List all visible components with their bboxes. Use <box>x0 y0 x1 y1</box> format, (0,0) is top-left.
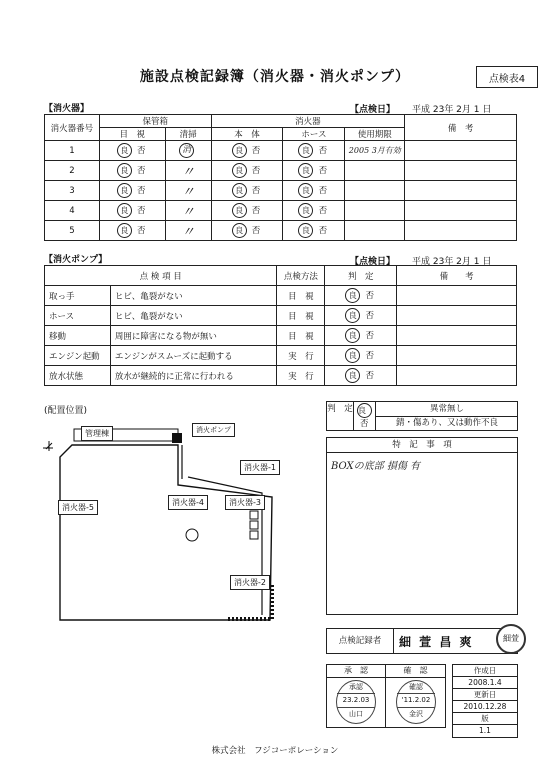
legend-good-text: 異常無し <box>375 402 518 417</box>
col-extinguisher: 消火器 <box>211 115 405 128</box>
table-row <box>45 346 517 366</box>
judgment-cell <box>325 306 397 326</box>
visual-judgment <box>99 141 165 161</box>
remark-cell <box>405 141 517 161</box>
item-cell: 放水が継続的に正常に行われる <box>110 366 277 386</box>
col-judgment: 判 定 <box>325 266 397 286</box>
box-shape <box>250 511 258 519</box>
remark-cell <box>397 346 517 366</box>
table-row <box>45 326 517 346</box>
layout-section-label: (配置位置) <box>44 406 88 416</box>
no-label: 否 <box>365 291 375 301</box>
cleaning-cell: 〃 <box>165 181 211 201</box>
visual-judgment <box>99 221 165 241</box>
divider <box>385 677 386 727</box>
row-number: 2 <box>45 161 100 181</box>
good-circle: 良 <box>232 183 247 198</box>
col-visual: 目 視 <box>99 128 165 141</box>
table-row <box>45 306 517 326</box>
hose-judgment <box>283 181 345 201</box>
table-row <box>45 366 517 386</box>
pump-date-label: 【点検日】 <box>350 257 396 267</box>
no-label: 否 <box>137 166 146 176</box>
good-circle: 良 <box>298 143 313 158</box>
confirm-label: 確 認 <box>386 665 445 678</box>
pump-table <box>44 265 517 386</box>
notes-text: BOXの底部 損傷 有 <box>331 461 421 472</box>
stamp-top: 承認 <box>337 681 375 694</box>
expiry-cell <box>345 181 405 201</box>
judgment-cell <box>325 286 397 306</box>
hatched-area <box>226 585 272 619</box>
remark-cell <box>397 306 517 326</box>
layout-map <box>40 415 322 627</box>
good-circle: 良 <box>298 223 313 238</box>
box-shape <box>250 531 258 539</box>
ext3-label: 消火器-3 <box>225 495 265 510</box>
col-number: 消火器番号 <box>45 115 100 141</box>
extinguisher-table <box>44 114 517 241</box>
approval-box <box>326 664 446 728</box>
extinguisher-date-label: 【点検日】 <box>350 105 396 115</box>
good-circle: 良 <box>345 368 360 383</box>
table-row <box>45 201 517 221</box>
no-label: 否 <box>318 226 328 236</box>
hose-judgment <box>283 141 345 161</box>
version-value: 1.1 <box>479 726 491 735</box>
revision-box <box>452 664 518 738</box>
remark-cell <box>397 326 517 346</box>
table-row <box>45 181 517 201</box>
visual-judgment <box>99 181 165 201</box>
good-circle: 良 <box>117 143 132 158</box>
expiry-cell <box>345 221 405 241</box>
row-number: 5 <box>45 221 100 241</box>
legend-label: 判 定 <box>327 402 354 430</box>
good-circle: 良 <box>232 163 247 178</box>
remark-cell <box>405 201 517 221</box>
method-cell: 実 行 <box>277 366 325 386</box>
recorder-label: 点検記録者 <box>327 629 394 653</box>
visual-judgment <box>99 201 165 221</box>
col-remarks: 備 考 <box>405 115 517 141</box>
col-cleaning: 清掃 <box>165 128 211 141</box>
no-label: 否 <box>365 311 375 321</box>
notes-header: 特 記 事 項 <box>327 438 517 453</box>
part-cell: 放水状態 <box>45 366 111 386</box>
box-shape <box>250 521 258 529</box>
form-id-badge: 点検表4 <box>476 66 538 88</box>
table-row <box>45 161 517 181</box>
col-expiry: 使用期限 <box>345 128 405 141</box>
cleaning-cell: 〃 <box>165 161 211 181</box>
stamp-date: '11.2.02 <box>397 694 435 708</box>
col-pump-remarks: 備 考 <box>397 266 517 286</box>
expiry-cell <box>345 161 405 181</box>
col-body: 本 体 <box>211 128 283 141</box>
extinguisher-inspection-date: 平成 23年 2月 1 日 <box>412 105 492 115</box>
stamp-date: 23.2.03 <box>337 694 375 708</box>
no-label: 否 <box>365 351 375 361</box>
row-number: 1 <box>45 141 100 161</box>
method-cell: 目 視 <box>277 306 325 326</box>
recorder-name: 細 萱 昌 爽 <box>399 635 474 649</box>
body-judgment <box>211 201 283 221</box>
no-label: 否 <box>318 146 328 156</box>
hose-judgment <box>283 161 345 181</box>
good-circle: 良 <box>232 143 247 158</box>
no-label: 否 <box>318 186 328 196</box>
cleaning-cell <box>165 141 211 161</box>
ext1-label: 消火器-1 <box>240 460 280 475</box>
good-circle: 良 <box>298 183 313 198</box>
no-label: 否 <box>318 166 328 176</box>
tree-shape <box>186 529 198 541</box>
good-circle: 良 <box>117 203 132 218</box>
company-footer: 株式会社 フジコーポレーション <box>211 746 339 756</box>
remark-cell <box>405 161 517 181</box>
good-circle: 良 <box>345 288 360 303</box>
col-hose: ホース <box>283 128 345 141</box>
recorder-stamp: 細萱 <box>496 624 526 654</box>
part-cell: 取っ手 <box>45 286 111 306</box>
visual-judgment <box>99 161 165 181</box>
approve-stamp <box>336 680 376 724</box>
good-circle: 良 <box>298 203 313 218</box>
version-label: 版 <box>453 713 517 725</box>
cleaning-cell: 〃 <box>165 201 211 221</box>
part-cell: エンジン起動 <box>45 346 111 366</box>
good-circle: 良 <box>345 308 360 323</box>
judgment-cell <box>325 326 397 346</box>
method-cell: 目 視 <box>277 326 325 346</box>
created-label: 作成日 <box>453 665 517 677</box>
table-row <box>45 141 517 161</box>
no-label: 否 <box>137 186 146 196</box>
pump-marker <box>172 433 182 443</box>
item-cell: エンジンがスムーズに起動する <box>110 346 277 366</box>
no-label: 否 <box>251 206 261 216</box>
part-cell: 移動 <box>45 326 111 346</box>
hose-judgment <box>283 221 345 241</box>
legend-bad-text: 錆・傷あり、又は動作不良 <box>375 416 518 430</box>
cleaning-cell: 〃 <box>165 221 211 241</box>
no-label: 否 <box>365 371 375 381</box>
created-date: 2008.1.4 <box>453 677 517 689</box>
hose-judgment <box>283 201 345 221</box>
no-label: 否 <box>251 166 261 176</box>
judgment-legend <box>326 401 518 431</box>
confirm-stamp <box>396 680 436 724</box>
no-label: 否 <box>251 186 261 196</box>
stamp-name: 金沢 <box>409 710 423 718</box>
judgment-cell <box>325 366 397 386</box>
remark-cell <box>397 366 517 386</box>
no-label: 否 <box>137 226 146 236</box>
extinguisher-section-label: 【消火器】 <box>44 104 90 114</box>
col-storage-box: 保管箱 <box>99 115 211 128</box>
row-number: 4 <box>45 201 100 221</box>
recorder-box <box>326 628 518 654</box>
table-row <box>45 221 517 241</box>
notes-box <box>326 437 518 615</box>
legend-good <box>357 403 375 418</box>
ext5-label: 消火器-5 <box>58 500 98 515</box>
pump-inspection-date: 平成 23年 2月 1 日 <box>412 257 492 267</box>
method-cell: 目 視 <box>277 286 325 306</box>
no-label: 否 <box>365 331 375 341</box>
stamp-top: 確認 <box>397 681 435 694</box>
north-arrow <box>43 441 53 451</box>
table-row <box>45 286 517 306</box>
method-cell: 実 行 <box>277 346 325 366</box>
body-judgment <box>211 221 283 241</box>
updated-label: 更新日 <box>453 689 517 701</box>
good-circle: 良 <box>345 328 360 343</box>
document-title: 施設点検記録簿（消火器・消火ポンプ） <box>139 69 411 85</box>
row-number: 3 <box>45 181 100 201</box>
updated-date: 2010.12.28 <box>453 701 517 713</box>
col-method: 点検方法 <box>277 266 325 286</box>
col-item: 点 検 項 目 <box>45 266 277 286</box>
good-circle: 良 <box>117 183 132 198</box>
ext2-label: 消火器-2 <box>230 575 270 590</box>
no-label: 否 <box>318 206 328 216</box>
no-label: 否 <box>251 226 261 236</box>
remark-cell <box>405 181 517 201</box>
no-label: 否 <box>137 206 146 216</box>
remark-cell <box>397 286 517 306</box>
building-label: 管理棟 <box>81 426 113 441</box>
good-circle: 良 <box>298 163 313 178</box>
item-cell: ヒビ、亀裂がない <box>110 286 277 306</box>
ext4-label: 消火器-4 <box>168 495 208 510</box>
cleaning-mark: 消 <box>179 143 194 158</box>
legend-bad: 否 <box>360 419 369 429</box>
good-circle: 良 <box>357 403 372 418</box>
good-circle: 良 <box>117 223 132 238</box>
pump-label: 消火ポンプ <box>192 423 235 437</box>
good-circle: 良 <box>232 203 247 218</box>
good-circle: 良 <box>117 163 132 178</box>
stamp-name: 山口 <box>349 710 363 718</box>
body-judgment <box>211 141 283 161</box>
body-judgment <box>211 161 283 181</box>
judgment-cell <box>325 346 397 366</box>
remark-cell <box>405 221 517 241</box>
no-label: 否 <box>251 146 261 156</box>
approve-label: 承 認 <box>327 665 386 678</box>
item-cell: ヒビ、亀裂がない <box>110 306 277 326</box>
body-judgment <box>211 181 283 201</box>
good-circle: 良 <box>345 348 360 363</box>
good-circle: 良 <box>232 223 247 238</box>
pump-section-label: 【消火ポンプ】 <box>44 255 108 265</box>
no-label: 否 <box>137 146 146 156</box>
item-cell: 周囲に障害になる物が無い <box>110 326 277 346</box>
expiry-cell <box>345 201 405 221</box>
expiry-cell: 2005 3月有効 <box>345 141 405 161</box>
part-cell: ホース <box>45 306 111 326</box>
